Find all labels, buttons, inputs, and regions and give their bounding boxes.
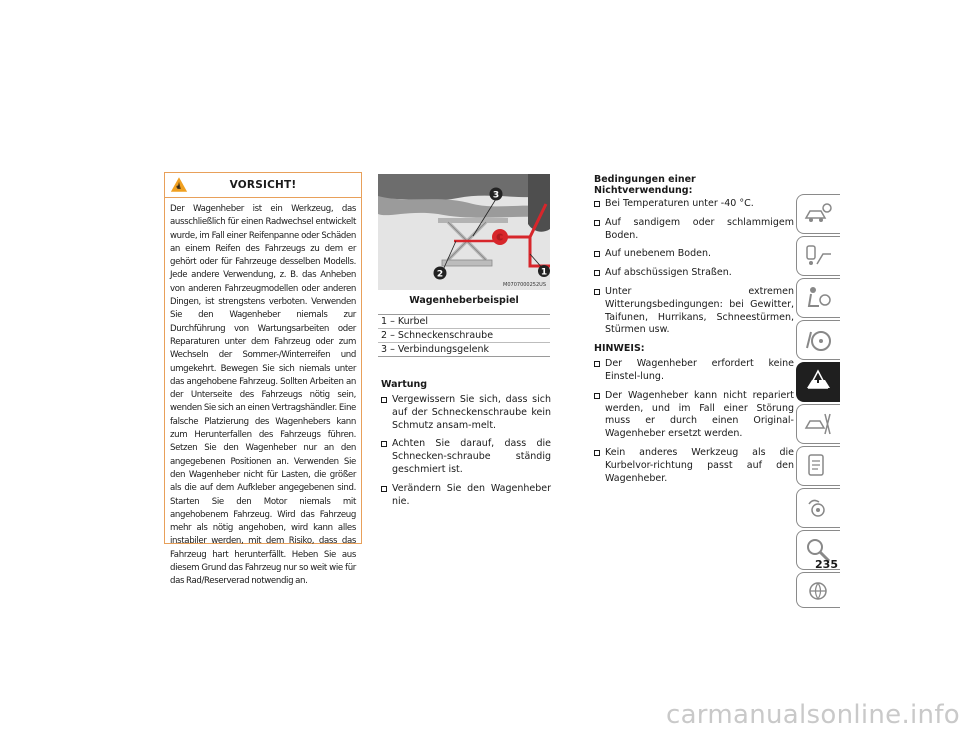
car-info-icon [803, 200, 833, 228]
list-item: Auf sandigem oder schlammigem Boden. [594, 217, 794, 243]
list-item: Unter extremen Witterungsbedingungen: bei Gewitter, Taifunen, Hurrikans, Schneestürmen, Stürmen usw. [594, 286, 794, 337]
jack-figure [378, 174, 550, 290]
list-item: Bei Temperaturen unter -40 °C. [594, 198, 794, 211]
tab-multimedia[interactable] [796, 488, 840, 528]
list-item: Der Wagenheber erfordert keine Einstel-lung. [594, 358, 794, 384]
list-item: Kein anderes Werkzeug als die Kurbelvor-richtung passt auf den Wagenheber. [594, 447, 794, 485]
tab-emergency[interactable] [796, 362, 840, 402]
legend-item: 1 – Kurbel [381, 316, 429, 327]
legend-item: 3 – Verbindungsgelenk [378, 342, 550, 356]
svg-text:3: 3 [492, 190, 500, 201]
list-item: Auf unebenem Boden. [594, 248, 794, 261]
list-item: Vergewissern Sie sich, dass sich auf der Schneckenschraube kein Schmutz ansam-melt. [381, 394, 551, 432]
warning-text: Der Wagenheber ist ein Werkzeug, das ausschließlich für einen Radwechsel entwickelt wurde, im Fall einer Reifenpanne oder Schäden an einem Reifen des Fahrzeugs zu dem er gehört oder für Fahrzeuge desselben Modells. Jede andere Verwendung, z. B. das Anheben von anderen Fahrzeugmodellen oder anderen Dingen, ist strengstens verboten. Verwenden Sie den Wagenheber niemals zur Durchführung von Wartungsarbeiten oder Reparaturen unter dem Fahrzeug oder zum Wechseln der Sommer-/Winterreifen und umgekehrt. Bewegen Sie sich niemals unter das angehobene Fahrzeug. Sollten Arbeiten an der Unterseite des Fahrzeugs nötig sein, wenden Sie sich an einen Vertragshändler. Eine falsche Platzierung des Wagenhebers kann zum Herunterfallen des Fahrzeugs führen. Setzen Sie den Wagenheber nur an den angegebenen Positionen an. Verwenden Sie den Wagenheber nicht für Lasten, die größer als die auf dem Aufkleber angegebenen sind. Starten Sie den Motor niemals mit angehobenem Fahrzeug. Wird das Fahrzeug mehr als nötig angehoben, wird kann alles instabiler werden, mit dem Risiko, dass das Fahrzeug hart herunterfällt. Heben Sie aus diesem Grund das Fahrzeug nur so weit wie für das Rad/Reserverad notwendig an. [170, 204, 356, 587]
checkbox-bullet-icon [594, 450, 600, 456]
tab-seat-airbag[interactable] [796, 278, 840, 318]
figure-caption: Wagenheberbeispiel [409, 295, 519, 306]
warning-header [165, 173, 361, 198]
callout-3 [490, 188, 503, 201]
checkbox-bullet-icon [381, 441, 387, 447]
checkbox-bullet-icon [594, 201, 600, 207]
list-item: Verändern Sie den Wagenheber nie. [381, 483, 551, 509]
language-globe-icon [803, 578, 833, 606]
checkbox-bullet-icon [594, 251, 600, 257]
notes-heading: HINWEIS: [594, 343, 645, 355]
svg-text:1: 1 [540, 267, 548, 278]
tab-car-info[interactable] [796, 194, 840, 234]
page-number: 235 [815, 558, 838, 571]
maintenance-section [381, 379, 551, 514]
legend-item: 2 – Schneckenschraube [378, 328, 550, 342]
checkbox-bullet-icon [381, 486, 387, 492]
tab-steering[interactable] [796, 320, 840, 360]
steering-wheel-icon [803, 326, 833, 354]
checkbox-bullet-icon [594, 361, 600, 367]
list-item: Auf abschüssigen Straßen. [594, 267, 794, 280]
figure-legend [378, 314, 550, 357]
jack-illustration [378, 174, 550, 290]
seat-airbag-icon [803, 284, 833, 312]
checkbox-bullet-icon [594, 289, 600, 295]
checkbox-bullet-icon [594, 393, 600, 399]
checkbox-bullet-icon [594, 270, 600, 276]
specifications-list-icon [803, 452, 833, 480]
callout-2 [434, 267, 447, 280]
tab-specifications[interactable] [796, 446, 840, 486]
non-use-heading: Bedingungen einer Nichtverwendung: [594, 174, 696, 196]
warning-box [164, 172, 362, 587]
car-service-tools-icon [803, 410, 833, 438]
warning-title: VORSICHT! [229, 179, 297, 191]
tab-languages[interactable] [796, 572, 840, 608]
checkbox-bullet-icon [381, 397, 387, 403]
figure-code: M0707000252US [503, 282, 546, 288]
watermark: carmanualsonline.info [665, 700, 960, 730]
multimedia-icon [803, 494, 833, 522]
svg-text:2: 2 [436, 269, 444, 280]
car-keys-icon [803, 242, 833, 270]
checkbox-bullet-icon [594, 220, 600, 226]
right-column [594, 174, 794, 491]
list-item: Achten Sie darauf, dass die Schnecken-schraube ständig geschmiert ist. [381, 438, 551, 476]
tab-service[interactable] [796, 404, 840, 444]
tab-keys[interactable] [796, 236, 840, 276]
list-item: Der Wagenheber kann nicht repariert werden, und im Fall einer Störung muss er durch einen Original-Wagenheber ersetzt werden. [594, 390, 794, 441]
warning-triangle-icon [170, 176, 188, 193]
warning-triangle-car-icon [803, 368, 833, 396]
maintenance-heading: Wartung [381, 379, 428, 390]
